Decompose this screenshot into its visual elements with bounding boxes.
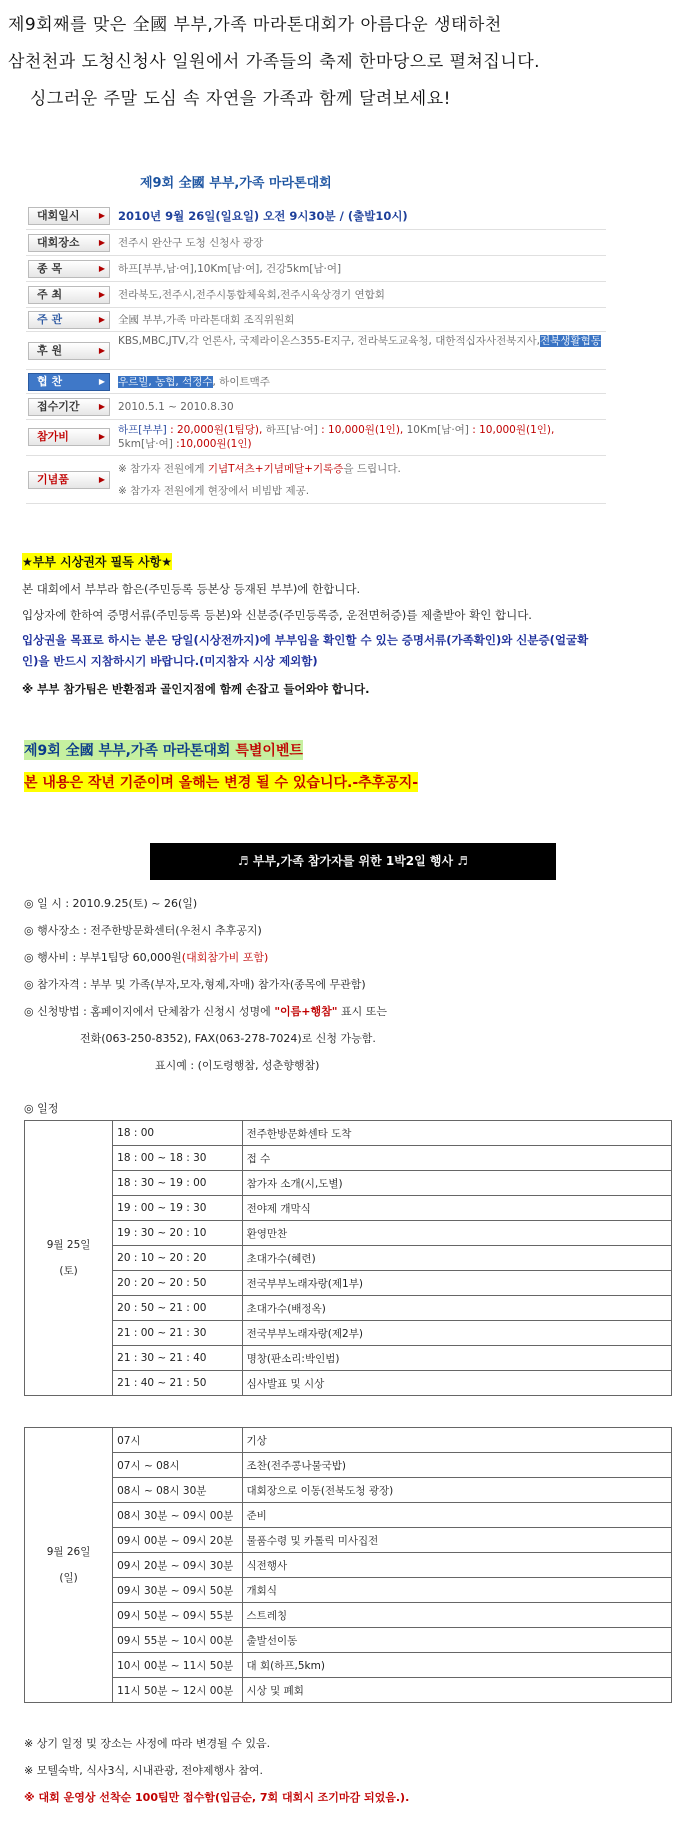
arrow-right-icon: ▶ <box>98 315 105 324</box>
schedule-row <box>25 1653 672 1678</box>
schedule-event: 시상 및 폐회 <box>242 1678 671 1703</box>
sponsor-highlight: 전북생활협동 <box>540 335 601 347</box>
schedule-time: 20 : 10 ~ 20 : 20 <box>113 1246 242 1271</box>
label-support[interactable] <box>28 373 110 391</box>
schedule-day1-table <box>24 1120 672 1396</box>
schedule-event: 전국부부노래자랑(제1부) <box>242 1271 671 1296</box>
schedule-time: 18 : 00 <box>113 1121 242 1146</box>
program-apply-example: 표시예 : (이도령행참, 성춘향행참) <box>155 1059 320 1072</box>
program-apply <box>24 1003 387 1019</box>
schedule-row <box>25 1196 672 1221</box>
schedule-weekday: (일) <box>59 1572 78 1584</box>
schedule-event: 초대가수(혜련) <box>242 1246 671 1271</box>
gift-prefix: ※ 참가자 전원에게 <box>118 463 208 475</box>
schedule-time: 20 : 50 ~ 21 : 00 <box>113 1296 242 1321</box>
schedule-time: 18 : 30 ~ 19 : 00 <box>113 1171 242 1196</box>
arrow-right-icon: ▶ <box>98 475 105 484</box>
arrow-right-icon: ▶ <box>98 346 105 355</box>
schedule-row <box>25 1221 672 1246</box>
label-text: 참가비 <box>37 430 69 443</box>
schedule-time: 19 : 00 ~ 19 : 30 <box>113 1196 242 1221</box>
info-row-gift <box>26 457 606 504</box>
schedule-time: 09시 55분 ~ 10시 00분 <box>113 1628 242 1653</box>
schedule-event: 물품수령 및 카톨릭 미사집전 <box>242 1528 671 1553</box>
arrow-right-icon: ▶ <box>98 264 105 273</box>
gift-suffix: 을 드립니다. <box>343 463 401 475</box>
schedule-event: 심사발표 및 시상 <box>242 1371 671 1396</box>
info-row-date <box>26 205 606 230</box>
cost-note: (대회참가비 포함) <box>181 951 269 964</box>
schedule-event: 전국부부노래자랑(제2부) <box>242 1321 671 1346</box>
label-sponsor[interactable] <box>28 342 110 360</box>
footer-note-3: ※ 대회 운영상 선착순 100팀만 접수함(입금순, 7회 대회시 조기마감 되었음.). <box>24 1791 410 1804</box>
info-row-organizer <box>26 309 606 332</box>
apply-suffix: 표시 또는 <box>337 1005 387 1018</box>
info-row-support <box>26 371 606 394</box>
schedule-day: 9월 25일 <box>46 1239 91 1251</box>
schedule-row <box>25 1171 672 1196</box>
schedule-time: 09시 50분 ~ 09시 55분 <box>113 1603 242 1628</box>
schedule-day: 9월 26일 <box>46 1546 91 1558</box>
label-text: 대회일시 <box>37 209 80 222</box>
info-row-fee <box>26 421 606 456</box>
couple-notice-title: ★부부 시상권자 필독 사항★ <box>22 555 172 569</box>
fee-half-single: 하프[남·여] <box>265 424 318 436</box>
schedule-row <box>25 1528 672 1553</box>
schedule-row <box>25 1271 672 1296</box>
value-gift <box>118 458 401 502</box>
fee-5k: 5km[남·여] <box>118 438 173 450</box>
schedule-time: 21 : 30 ~ 21 : 40 <box>113 1346 242 1371</box>
label-text: 종 목 <box>37 262 63 275</box>
value-support <box>118 375 270 389</box>
schedule-day-cell <box>25 1121 113 1396</box>
cost-text: ◎ 행사비 : 부부1팀당 60,000원 <box>24 951 182 964</box>
value-sponsor <box>118 334 604 348</box>
date-text: 2010년 9월 26일(일요일) 오전 9시30분 / (출발10시) <box>118 209 408 223</box>
schedule-time: 09시 00분 ~ 09시 20분 <box>113 1528 242 1553</box>
info-row-host <box>26 283 606 308</box>
schedule-time: 21 : 00 ~ 21 : 30 <box>113 1321 242 1346</box>
schedule-row <box>25 1678 672 1703</box>
schedule-time: 18 : 00 ~ 18 : 30 <box>113 1146 242 1171</box>
fee-10k-price: : 10,000원(1인), <box>468 424 555 436</box>
schedule-event: 전야제 개막식 <box>242 1196 671 1221</box>
footer-note-2: ※ 모텔숙박, 식사3식, 시내관광, 전야제행사 참여. <box>24 1764 263 1777</box>
schedule-event: 초대가수(배정옥) <box>242 1296 671 1321</box>
support-highlight: 우르빌, 농협, 석정수 <box>118 376 213 388</box>
label-text: 기념품 <box>37 473 69 486</box>
schedule-weekday: (토) <box>59 1265 78 1277</box>
arrow-right-icon: ▶ <box>98 402 105 411</box>
program-banner: ♬ 부부,가족 참가자를 위한 1박2일 행사 ♬ <box>150 843 556 880</box>
value-date <box>118 209 408 223</box>
schedule-event: 기상 <box>242 1428 671 1453</box>
program-apply-contact: 전화(063-250-8352), FAX(063-278-7024)로 신청 가능함. <box>80 1032 376 1045</box>
schedule-row <box>25 1578 672 1603</box>
intro-line-2: 삼천천과 도청신청사 일원에서 가족들의 축제 한마당으로 펼쳐집니다. <box>8 52 541 72</box>
notice-line-4: ※ 부부 참가팀은 반환점과 골인지점에 함께 손잡고 들어와야 합니다. <box>22 682 370 696</box>
schedule-event: 출발선이동 <box>242 1628 671 1653</box>
schedule-event: 준비 <box>242 1503 671 1528</box>
arrow-right-icon: ▶ <box>98 290 105 299</box>
schedule-event: 조찬(전주콩나물국밥) <box>242 1453 671 1478</box>
program-place: ◎ 행사장소 : 전주한방문화센터(우천시 추후공지) <box>24 924 262 937</box>
info-row-place <box>26 231 606 256</box>
value-fee <box>118 423 604 451</box>
schedule-row <box>25 1553 672 1578</box>
fee-10k: 10Km[남·여] <box>406 424 469 436</box>
gift-meal: ※ 참가자 전원에게 현장에서 비빔밥 제공. <box>118 485 310 497</box>
fee-5k-price: :10,000원(1인) <box>172 438 252 450</box>
notice-line-3: 입상권을 목표로 하시는 분은 당일(시상전까지)에 부부임을 확인할 수 있는 증명서류(가족확인)와 신분증(얼굴확인)을 반드시 지참하시기 바랍니다.(미지참자 시상 제외함) <box>22 633 589 668</box>
schedule-time: 08시 ~ 08시 30분 <box>113 1478 242 1503</box>
schedule-event: 참가자 소개(시,도별) <box>242 1171 671 1196</box>
label-date[interactable] <box>28 207 110 225</box>
fee-half-couple-price: : 20,000원(1팀당), <box>166 424 266 436</box>
value-place: 전주시 완산구 도청 신청사 광장 <box>118 237 264 249</box>
schedule-event: 접 수 <box>242 1146 671 1171</box>
label-events[interactable] <box>28 260 110 278</box>
label-text: 접수기간 <box>37 400 80 413</box>
schedule-event: 환영만찬 <box>242 1221 671 1246</box>
special-event-title <box>24 740 303 760</box>
schedule-row <box>25 1603 672 1628</box>
label-text: 주 최 <box>37 288 63 301</box>
label-text: 협 찬 <box>37 375 63 388</box>
value-events: 하프[부부,남·여],10Km[남·여], 건강5km[남·여] <box>118 263 342 275</box>
schedule-row <box>25 1453 672 1478</box>
schedule-row <box>25 1428 672 1453</box>
info-row-events <box>26 257 606 282</box>
schedule-time: 07시 <box>113 1428 242 1453</box>
schedule-row <box>25 1246 672 1271</box>
schedule-day2-table <box>24 1427 672 1703</box>
arrow-right-icon: ▶ <box>98 377 105 386</box>
special-title-highlight: 특별이벤트 <box>235 743 303 759</box>
schedule-row <box>25 1346 672 1371</box>
notice-line-1: 본 대회에서 부부라 함은(주민등록 등본상 등재된 부부)에 한합니다. <box>22 582 361 596</box>
schedule-event: 전주한방문화센타 도착 <box>242 1121 671 1146</box>
label-text: 대회장소 <box>37 236 80 249</box>
support-text: , 하이트맥주 <box>212 376 270 388</box>
program-eligibility: ◎ 참가자격 : 부부 및 가족(부자,모자,형제,자매) 참가자(종목에 무관함) <box>24 978 366 991</box>
schedule-row <box>25 1371 672 1396</box>
schedule-row <box>25 1478 672 1503</box>
schedule-row <box>25 1121 672 1146</box>
schedule-time: 08시 30분 ~ 09시 00분 <box>113 1503 242 1528</box>
schedule-time: 19 : 30 ~ 20 : 10 <box>113 1221 242 1246</box>
schedule-time: 09시 30분 ~ 09시 50분 <box>113 1578 242 1603</box>
intro-line-3: 싱그러운 주말 도심 속 자연을 가족과 함께 달려보세요! <box>30 89 451 109</box>
schedule-time: 09시 20분 ~ 09시 30분 <box>113 1553 242 1578</box>
value-host: 전라북도,전주시,전주시통합체육회,전주시육상경기 연합회 <box>118 289 385 301</box>
apply-text: ◎ 신청방법 : 홈페이지에서 단체참가 신청시 성명에 <box>24 1005 275 1018</box>
label-period[interactable] <box>28 398 110 416</box>
schedule-time: 10시 00분 ~ 11시 50분 <box>113 1653 242 1678</box>
event-title: 제9회 全國 부부,가족 마라톤대회 <box>140 176 332 191</box>
label-gift[interactable] <box>28 471 110 489</box>
value-period: 2010.5.1 ~ 2010.8.30 <box>118 401 234 413</box>
intro-line-1: 제9회째를 맞은 全國 부부,가족 마라톤대회가 아름다운 생태하천 <box>8 15 502 35</box>
label-organizer[interactable] <box>28 311 110 329</box>
arrow-right-icon: ▶ <box>98 238 105 247</box>
label-fee[interactable] <box>28 428 110 446</box>
schedule-row <box>25 1296 672 1321</box>
program-date: ◎ 일 시 : 2010.9.25(토) ~ 26(일) <box>24 897 198 910</box>
footer-note-1: ※ 상기 일정 및 장소는 사정에 따라 변경될 수 있음. <box>24 1737 271 1750</box>
sponsor-text: KBS,MBC,JTV,각 언론사, 국제라이온스355-E지구, 전라북도교육청, 대한적십자사전북지사, <box>118 335 540 347</box>
schedule-day-cell <box>25 1428 113 1703</box>
change-notice: 본 내용은 작년 기준이며 올해는 변경 될 수 있습니다.-추후공지- <box>24 772 418 792</box>
schedule-event: 식전행사 <box>242 1553 671 1578</box>
label-text: 주 관 <box>37 313 63 326</box>
schedule-label: ◎ 일정 <box>24 1102 59 1115</box>
fee-half-couple: 하프[부부] <box>118 424 167 436</box>
info-row-sponsor <box>26 333 606 370</box>
info-row-period <box>26 395 606 420</box>
apply-format: "이름+행참" <box>274 1005 338 1018</box>
program-cost <box>24 949 268 965</box>
label-text: 후 원 <box>37 344 63 357</box>
schedule-time: 07시 ~ 08시 <box>113 1453 242 1478</box>
schedule-event: 대회장으로 이동(전북도청 광장) <box>242 1478 671 1503</box>
schedule-row <box>25 1146 672 1171</box>
gift-items: 기념T셔츠+기념메달+기록증 <box>207 463 344 475</box>
special-title-text: 제9회 全國 부부,가족 마라톤대회 <box>24 743 236 759</box>
label-host[interactable] <box>28 286 110 304</box>
fee-half-single-price: : 10,000원(1인), <box>317 424 407 436</box>
schedule-event: 스트레칭 <box>242 1603 671 1628</box>
arrow-right-icon: ▶ <box>98 211 105 220</box>
schedule-event: 명창(판소리:박인범) <box>242 1346 671 1371</box>
schedule-event: 개회식 <box>242 1578 671 1603</box>
value-organizer: 全國 부부,가족 마라톤대회 조직위원회 <box>118 314 295 326</box>
schedule-row <box>25 1321 672 1346</box>
schedule-time: 11시 50분 ~ 12시 00분 <box>113 1678 242 1703</box>
schedule-row <box>25 1503 672 1528</box>
schedule-time: 20 : 20 ~ 20 : 50 <box>113 1271 242 1296</box>
schedule-row <box>25 1628 672 1653</box>
arrow-right-icon: ▶ <box>98 432 105 441</box>
notice-line-2: 입상자에 한하여 증명서류(주민등록 등본)와 신분증(주민등록증, 운전면허증)를 제출받아 확인 합니다. <box>22 608 532 622</box>
schedule-event: 대 회(하프,5km) <box>242 1653 671 1678</box>
schedule-time: 21 : 40 ~ 21 : 50 <box>113 1371 242 1396</box>
label-place[interactable] <box>28 234 110 252</box>
